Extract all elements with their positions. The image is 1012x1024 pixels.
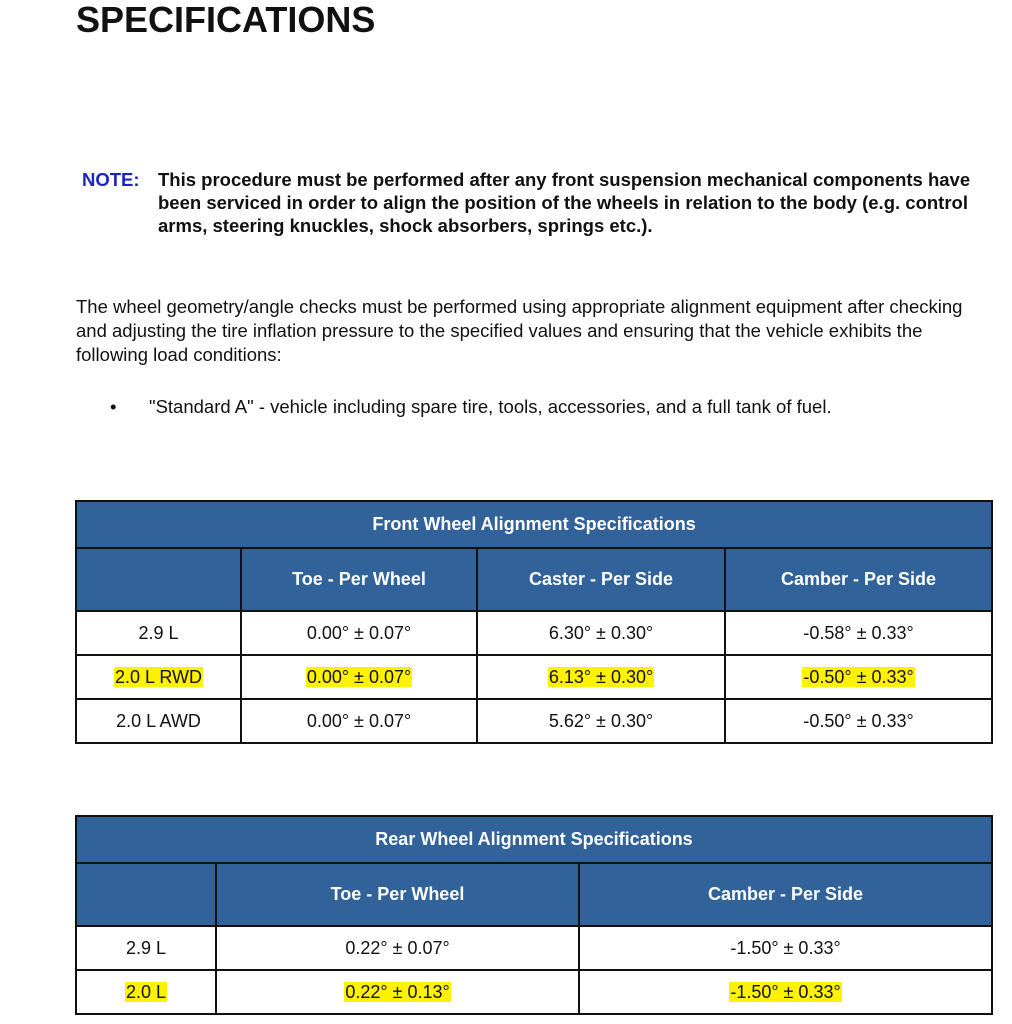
cell-value: -0.50° ± 0.33°: [803, 710, 914, 731]
table-cell: [477, 611, 725, 655]
table-cell: [241, 655, 477, 699]
column-header-toe: Toe - Per Wheel: [216, 863, 579, 926]
column-header-caster: Caster - Per Side: [477, 548, 725, 611]
list-item-text: "Standard A" - vehicle including spare tire, tools, accessories, and a full tank of fuel.: [149, 396, 832, 417]
page-title: SPECIFICATIONS: [76, 0, 376, 40]
cell-value: 0.00° ± 0.07°: [306, 710, 412, 731]
table-cell: [76, 926, 216, 970]
rear-alignment-table: [75, 815, 993, 1015]
table-cell: [477, 699, 725, 743]
cell-value: 5.62° ± 0.30°: [548, 710, 654, 731]
table-row: [76, 611, 992, 655]
highlighted-cell-value: 2.0 L: [125, 981, 167, 1002]
table-cell: [76, 655, 241, 699]
table-cell: [579, 970, 992, 1014]
table-cell: [241, 699, 477, 743]
cell-value: 2.9 L: [125, 937, 167, 958]
table-row: [76, 699, 992, 743]
bullet-icon: •: [110, 396, 117, 417]
table-row: [76, 926, 992, 970]
table-caption: Front Wheel Alignment Specifications: [76, 501, 992, 548]
cell-value: 2.9 L: [138, 622, 179, 643]
table-cell: [725, 699, 992, 743]
table-cell: [76, 611, 241, 655]
highlighted-cell-value: -0.50° ± 0.33°: [803, 666, 914, 687]
table-cell: [241, 611, 477, 655]
highlighted-cell-value: -1.50° ± 0.33°: [730, 981, 841, 1002]
table-cell: [76, 970, 216, 1014]
table-cell: [725, 655, 992, 699]
column-header-camber: Camber - Per Side: [579, 863, 992, 926]
highlighted-cell-value: 0.22° ± 0.13°: [345, 981, 450, 1002]
column-header-camber: Camber - Per Side: [725, 548, 992, 611]
cell-value: 0.00° ± 0.07°: [306, 622, 412, 643]
note-label: NOTE:: [82, 169, 140, 190]
table-cell: [76, 699, 241, 743]
column-header-vehicle: [76, 863, 216, 926]
cell-value: 6.30° ± 0.30°: [548, 622, 654, 643]
table-row: [76, 970, 992, 1014]
cell-value: -1.50° ± 0.33°: [730, 937, 841, 958]
load-conditions-paragraph: The wheel geometry/angle checks must be performed using appropriate alignment equipment after checking and adjusting the tire inflation pressure to the specified values and ensuring that the vehicle exhibits the following load conditions:: [76, 296, 963, 365]
column-header-vehicle: [76, 548, 241, 611]
table-cell: [579, 926, 992, 970]
cell-value: 2.0 L AWD: [116, 710, 201, 731]
highlighted-cell-value: 0.00° ± 0.07°: [306, 666, 412, 687]
front-alignment-table: [75, 500, 993, 744]
table-row: [76, 655, 992, 699]
highlighted-cell-value: 6.13° ± 0.30°: [548, 666, 654, 687]
table-caption: Rear Wheel Alignment Specifications: [76, 816, 992, 863]
cell-value: -0.58° ± 0.33°: [803, 622, 914, 643]
table-cell: [477, 655, 725, 699]
cell-value: 0.22° ± 0.07°: [345, 937, 450, 958]
table-cell: [216, 926, 579, 970]
table-cell: [216, 970, 579, 1014]
highlighted-cell-value: 2.0 L RWD: [114, 666, 203, 687]
table-cell: [725, 611, 992, 655]
column-header-toe: Toe - Per Wheel: [241, 548, 477, 611]
note-text: This procedure must be performed after any front suspension mechanical components have been serviced in order to align the position of the wheels in relation to the body (e.g. control arms, steering knuckles, shock absorbers, springs etc.).: [158, 169, 971, 236]
